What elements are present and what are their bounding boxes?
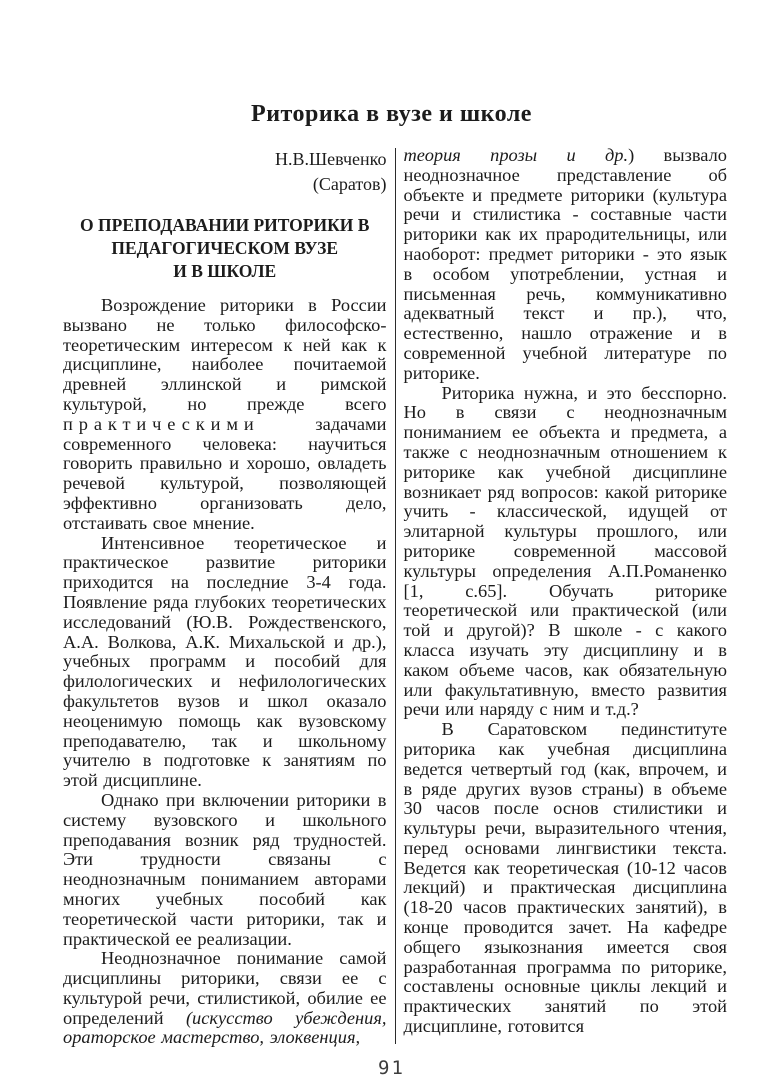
paragraph [63, 296, 387, 534]
text-run: Неоднозначное понимание самой дисциплины риторики, связи ее с культурой речи, стилистикой, обилие ее определений [63, 948, 387, 1028]
paragraph [63, 791, 387, 949]
text-run: Однако при включении риторики в систему вузовского и школьного преподавания возник ряд трудностей. Эти трудности связаны с неоднозначным пониманием авторами многих учебных пособий как теоретической части риторики, так и практической ее реализации. [63, 789, 387, 949]
right-column [404, 146, 728, 1048]
article-heading-line: ПЕДАГОГИЧЕСКОМ ВУЗЕ [111, 238, 339, 258]
author-block [63, 146, 387, 197]
italic-run: (искусство убеждения, ораторское мастерство, элоквенция, [63, 1007, 387, 1048]
author-name: Н.В.Шевченко [275, 149, 387, 169]
letter-spaced-run: практическими [63, 413, 260, 434]
paragraph [404, 720, 728, 1037]
page-title: Риторика в вузе и школе [251, 101, 532, 127]
article-heading-line: О ПРЕПОДАВАНИИ РИТОРИКИ В [80, 215, 370, 235]
text-run: задачами современного человека: научиться говорить правильно и хорошо, овладеть речевой культурой, позволяющей эффективно организовать дело, отстаивать свое мнение. [63, 413, 387, 533]
article-heading [63, 214, 387, 283]
text-run: Возрождение риторики в России вызвано не только философско-теоретическим интересом к ней как к дисциплине, наиболее почитаемой древней эллинской и римской культурой, но прежде всего [63, 295, 387, 414]
text-run: Риторика нужна, и это бесспорно. Но в связи с неоднозначным пониманием ее объекта и предмета, а также с неоднозначным отношением к риторике как учебной дисциплине возникает ряд вопросов: какой риторике учить - классической, идущей от элитарной культуры прошлого, или риторике современной массовой культуры определения А.П.Романенко [1, с.65]. Обучать риторике теоретической или практической (или той и другой)? В школе - с какого класса изучать эту дисциплину и в каком объеме часов, как обязательную или факультативную, вместо развития речи или наряду с ним и т.д.? [403, 382, 727, 720]
italic-run: теория прозы и др. [403, 145, 629, 165]
text-run: В Саратовском пединституте риторика как учебная дисциплина ведется четвертый год (как, впрочем, и в ряде других вузов страны) в объеме 30 часов после основ стилистики и культуры речи, выразительного чтения, перед основами лингвистики текста. Ведется как теоретическая (10-12 часов лекций) и практическая дисциплина (18-20 часов практических занятий), в конце проводится зачет. На кафедре общего языкознания имеется своя разработанная программа по риторике, составлены основные циклы лекций и практических занятий по этой дисциплине, готовится [403, 719, 727, 1037]
paragraph [63, 534, 387, 791]
page-number: 91 [378, 1057, 405, 1080]
text-run: ) вызвало неоднозначное представление об объекте и предмете риторики (культура речи и стилистика - составные части риторики как их прародительницы, или наоборот: предмет риторики - это язык в особом употреблении, устная и письменная речь, коммуникативно адекватный текст и пр.), что, естественно, нашло отражение и в современной учебной литературе по риторике. [403, 145, 727, 383]
left-column [63, 146, 387, 1048]
author-affiliation: (Саратов) [312, 174, 387, 194]
paragraph [63, 949, 387, 1048]
article-heading-line: И В ШКОЛЕ [173, 261, 277, 281]
text-run: Интенсивное теоретическое и практическое развитие риторики приходится на последние 3-4 года. Появление ряда глубоких теоретических исследований (Ю.В. Рождественского, А.А. Волкова, А.К. Михальской и др.), учебных программ и пособий для филологических и нефилологических факультетов вузов и школ оказало неоценимую помощь как вузовскому преподавателю, так и школьному учителю в подготовке к занятиям по этой дисциплине. [63, 532, 387, 791]
column-divider [395, 148, 396, 1044]
two-column-layout [63, 146, 727, 1048]
paragraph [404, 146, 728, 384]
paragraph [404, 384, 728, 721]
